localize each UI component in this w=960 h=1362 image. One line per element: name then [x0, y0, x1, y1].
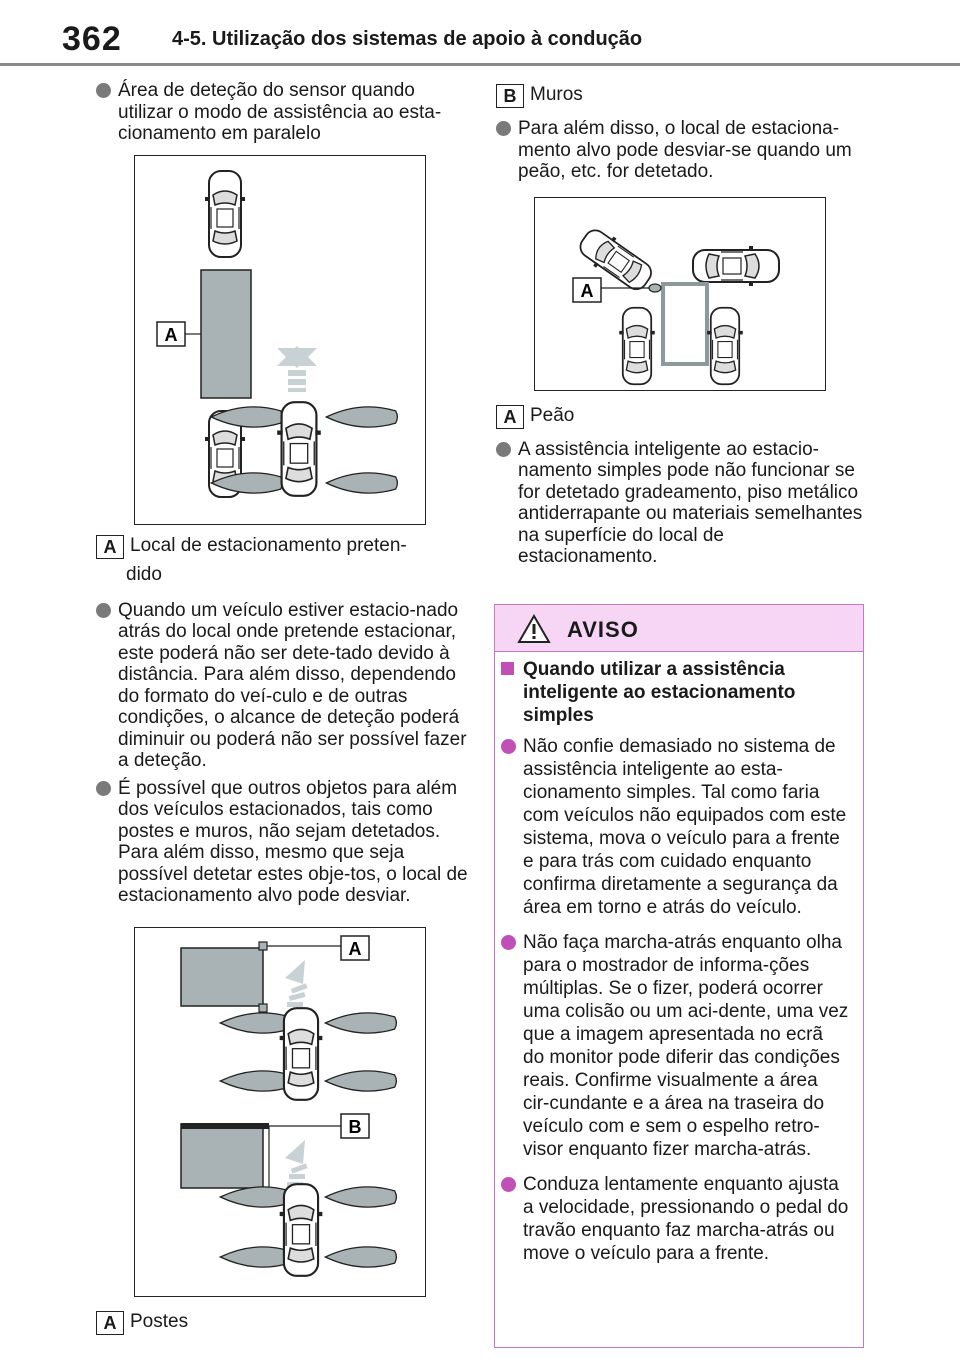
caption-line	[496, 80, 868, 110]
letter-badge: A	[496, 405, 524, 429]
bullet-item	[496, 439, 868, 568]
caption-line	[96, 1307, 468, 1337]
warning-item	[501, 735, 849, 919]
bullet-dot-icon	[496, 121, 511, 136]
figure-parallel-parking	[134, 155, 426, 525]
letter-badge: A	[96, 1311, 124, 1335]
section-title: 4-5. Utilização dos sistemas de apoio à condução	[172, 28, 643, 50]
caption-text: Muros	[530, 84, 583, 105]
label-a: A	[348, 938, 362, 959]
moving-car-icon	[693, 246, 779, 286]
caption-line	[96, 531, 468, 561]
letter-badge: A	[96, 535, 124, 559]
curved-arrow-icon	[285, 960, 308, 1007]
warning-heading	[501, 658, 849, 727]
warning-header	[495, 605, 863, 652]
sensor-lobe	[326, 406, 397, 426]
warning-body	[495, 652, 863, 1265]
parked-car-front-icon	[205, 171, 245, 257]
curved-arrow-icon	[285, 1140, 308, 1187]
own-car-icon	[280, 1184, 323, 1276]
header-divider	[0, 63, 960, 66]
parked-object	[181, 948, 263, 1006]
caption-text: dido	[126, 563, 162, 585]
caption-line	[96, 560, 468, 590]
figure-poles-walls	[134, 927, 426, 1297]
page-number: 362	[62, 20, 122, 58]
bullet-text: A assistência inteligente ao estacio-namento simples pode não funcionar se for detetado gradeamento, piso metálico antiderrapante ou materiais semelhantes na superfície do local de estacionamento.	[518, 438, 863, 567]
pole-icon	[259, 942, 267, 950]
warning-triangle-icon	[517, 614, 551, 644]
wall-icon	[181, 1124, 263, 1188]
caption-text: Local de estacionamento preten-	[130, 534, 407, 556]
bullet-dot-icon	[501, 935, 516, 950]
bullet-dot-icon	[501, 739, 516, 754]
bullet-dot-icon	[496, 442, 511, 457]
label-a: A	[164, 324, 178, 345]
warning-title: AVISO	[567, 617, 639, 642]
caption-text: Postes	[130, 1310, 189, 1332]
target-space	[663, 284, 707, 364]
pedestrian-icon	[649, 284, 661, 292]
bullet-text: É possível que outros objetos para além dos veículos estacionados, tais como postes e muros, não sejam detetados. Para além disso, mesmo que seja possível detetar estes obje-tos, o local de estacionamento alvo pode desviar.	[118, 777, 468, 906]
target-space	[201, 270, 251, 398]
label-a: A	[580, 280, 594, 301]
bullet-dot-icon	[96, 781, 111, 796]
bullet-item	[96, 778, 468, 907]
warning-item	[501, 931, 849, 1161]
own-car-icon	[280, 1008, 323, 1100]
bullet-item	[496, 118, 868, 183]
right-column	[496, 80, 868, 574]
warning-item-text: Não confie demasiado no sistema de assistência inteligente ao esta-cionamento simples. Tal como faria com veículos não equipados com este sistema, mova o veículo para a frente e para trás com cuidado enquanto confirma diretamente a segurança da área em torno e atrás do veículo.	[523, 736, 847, 918]
caption-text: Peão	[530, 404, 575, 426]
letter-badge: B	[496, 84, 524, 108]
parked-car-icon	[619, 307, 655, 383]
page-header	[0, 0, 960, 64]
bullet-text: Área de deteção do sensor quando utilizar o modo de assistência ao esta-cionamento em paralelo	[118, 80, 442, 144]
warning-item-text: Não faça marcha-atrás enquanto olha para o mostrador de informa-ções múltiplas. Se o fizer, poderá ocorrer uma colisão ou um aci-dente, uma vez que a imagem apresentada no ecrã do monitor pode diferir das condições reais. Confirme visualmente a área cir-cundante e a área na traseira do veículo com e sem o espelho retro-visor enquanto fizer marcha-atrás.	[523, 932, 849, 1160]
bullet-text: Quando um veículo estiver estacio-nado atrás do local onde pretende estacionar, este poderá não ser dete-tado devido à distância. Para além disso, dependendo do formato do veí-culo e de outras condições, o alcance de deteção poderá diminuir ou poderá não ser possível fazer a deteção.	[118, 599, 467, 771]
sensor-lobe	[326, 472, 397, 492]
parallel-parking-illustration	[135, 156, 425, 524]
bullet-item	[96, 80, 468, 145]
bullet-dot-icon	[96, 603, 111, 618]
direction-arrow-icon	[277, 346, 317, 392]
caption-line	[496, 401, 868, 431]
warning-box	[494, 604, 864, 1348]
bullet-dot-icon	[96, 83, 111, 98]
warning-item	[501, 1173, 849, 1265]
bullet-item	[96, 600, 468, 772]
left-column	[96, 80, 468, 1337]
square-bullet-icon	[501, 662, 514, 675]
warning-heading-text: Quando utilizar a assistência inteligente ao estacionamento simples	[523, 659, 796, 726]
bullet-text: Para além disso, o local de estaciona-mento alvo pode desviar-se quando um peão, etc. for detetado.	[518, 118, 852, 182]
pole-icon	[259, 1004, 267, 1012]
own-car-icon	[277, 402, 321, 496]
label-b: B	[348, 1116, 362, 1137]
parked-car-icon	[707, 307, 743, 383]
bullet-dot-icon	[501, 1177, 516, 1192]
figure-pedestrian	[534, 197, 826, 391]
warning-item-text: Conduza lentamente enquanto ajusta a velocidade, pressionando o pedal do travão enquanto faz marcha-atrás ou move o veículo para a frente.	[523, 1174, 849, 1264]
pedestrian-illustration	[535, 198, 825, 390]
poles-walls-illustration	[135, 928, 425, 1296]
